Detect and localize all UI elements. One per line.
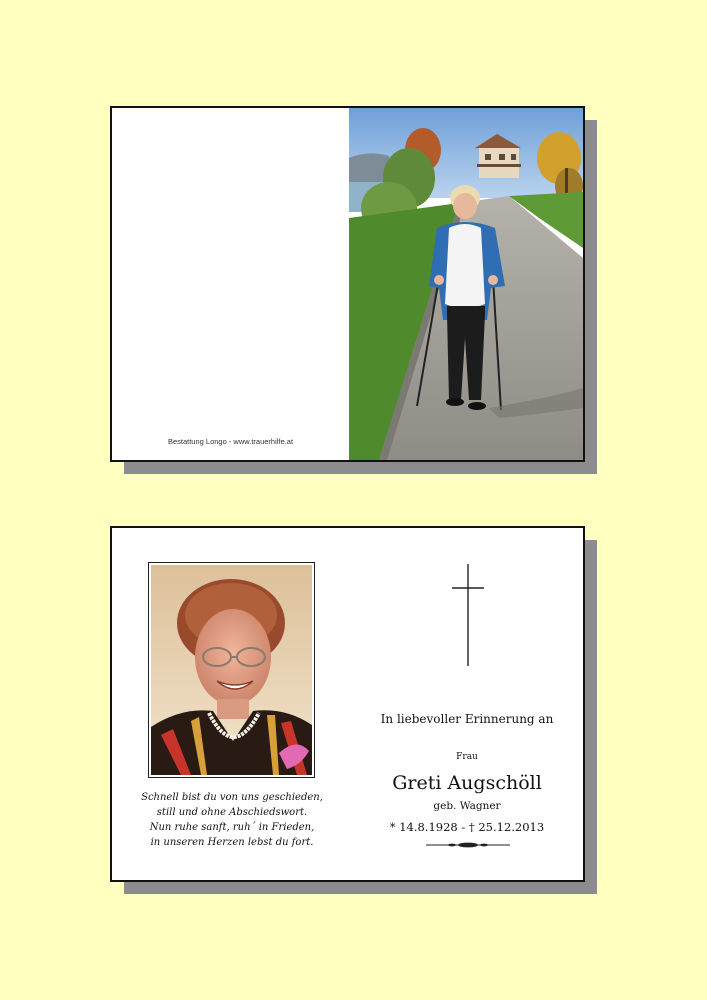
maiden-name: geb. Wagner xyxy=(433,800,501,812)
portrait-photo xyxy=(148,562,315,778)
cross-icon xyxy=(450,564,486,666)
poem-line: Schnell bist du von uns geschieden, xyxy=(141,792,323,803)
deceased-name: Greti Augschöll xyxy=(392,772,542,794)
ornament-divider-icon xyxy=(426,841,510,849)
funeral-home-credit: Bestattung Longo - www.trauerhilfe.at xyxy=(167,437,294,446)
inner-card xyxy=(110,526,585,882)
woman-walking-photo xyxy=(349,108,583,460)
memorial-heading: In liebevoller Erinnerung an xyxy=(380,712,554,726)
front-card xyxy=(110,106,585,462)
life-dates: * 14.8.1928 - † 25.12.2013 xyxy=(389,820,545,834)
poem-line: in unseren Herzen lebst du fort. xyxy=(150,837,314,848)
honorific-title: Frau xyxy=(456,752,478,762)
front-card-blank-panel xyxy=(112,108,349,460)
poem-line: still und ohne Abschiedswort. xyxy=(156,807,308,818)
poem-line: Nun ruhe sanft, ruh´ in Frieden, xyxy=(149,822,315,833)
memorial-poem xyxy=(122,790,342,850)
